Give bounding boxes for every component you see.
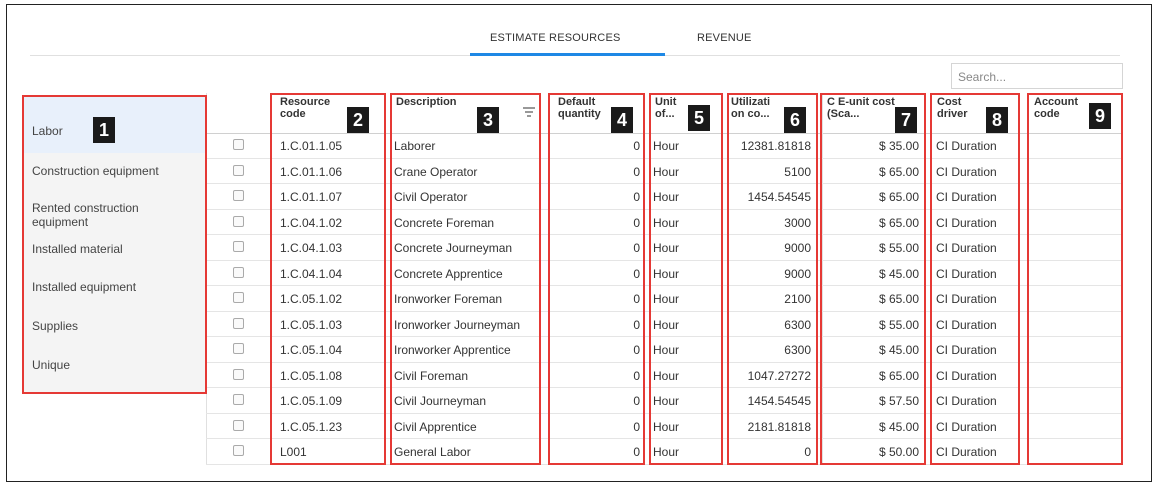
cell-utilization: 9000 [784, 266, 811, 281]
cell-description: Civil Journeyman [394, 394, 487, 408]
cell-ce-unit-cost: $ 65.00 [878, 190, 919, 204]
cell-cost-driver: CI Duration [936, 241, 997, 255]
table-row[interactable] [206, 210, 1123, 236]
table-row[interactable] [206, 133, 1123, 159]
cell-unit: Hour [653, 215, 680, 230]
cell-default-quantity: 0 [633, 292, 640, 306]
sidebar-item-unique[interactable]: Unique [32, 358, 71, 372]
cell-ce-unit-cost: $ 55.00 [878, 317, 919, 332]
cell-resource-code: 1.C.01.1.07 [280, 190, 343, 204]
cell-description: Civil Operator [394, 190, 468, 204]
column-header-cost-driver[interactable]: Cost driver [937, 96, 968, 120]
cell-cost-driver: CI Duration [936, 394, 997, 408]
cell-unit: Hour [653, 368, 680, 383]
cell-ce-unit-cost: $ 65.00 [878, 368, 919, 383]
cell-description: General Labor [394, 445, 471, 459]
table-row[interactable] [206, 159, 1123, 185]
row-checkbox[interactable] [233, 267, 244, 278]
cell-default-quantity: 0 [633, 394, 640, 408]
cell-ce-unit-cost: $ 45.00 [878, 343, 919, 357]
callout-badge-1: 1 [93, 117, 115, 143]
table-row[interactable] [206, 388, 1123, 414]
cell-unit: Hour [653, 445, 680, 459]
cell-resource-code: 1.C.01.1.05 [280, 139, 343, 153]
cell-ce-unit-cost: $ 55.00 [878, 241, 919, 255]
table-row[interactable] [206, 235, 1123, 261]
cell-unit: Hour [653, 317, 680, 332]
row-checkbox[interactable] [233, 139, 244, 150]
cell-cost-driver: CI Duration [936, 190, 997, 204]
cell-ce-unit-cost: $ 65.00 [878, 215, 919, 230]
cell-unit: Hour [653, 164, 680, 179]
cell-default-quantity: 0 [633, 266, 640, 281]
cell-unit: Hour [653, 394, 680, 408]
table-row[interactable] [206, 337, 1123, 363]
cell-utilization: 9000 [784, 241, 811, 255]
cell-resource-code: 1.C.01.1.06 [280, 164, 343, 179]
row-checkbox[interactable] [233, 343, 244, 354]
callout-badge-7: 7 [895, 107, 917, 133]
cell-cost-driver: CI Duration [936, 266, 997, 281]
cell-resource-code: 1.C.04.1.02 [280, 215, 343, 230]
cell-ce-unit-cost: $ 45.00 [878, 419, 919, 434]
cell-utilization: 2181.81818 [747, 419, 811, 434]
cell-cost-driver: CI Duration [936, 368, 997, 383]
cell-ce-unit-cost: $ 57.50 [878, 394, 919, 408]
column-header-account-code[interactable]: Account code [1034, 96, 1078, 120]
cell-utilization: 1454.54545 [747, 190, 811, 204]
cell-utilization: 3000 [784, 215, 811, 230]
cell-description: Ironworker Journeyman [394, 317, 521, 332]
cell-ce-unit-cost: $ 45.00 [878, 266, 919, 281]
cell-default-quantity: 0 [633, 241, 640, 255]
table-row[interactable] [206, 312, 1123, 338]
row-checkbox[interactable] [233, 190, 244, 201]
cell-utilization: 6300 [784, 343, 811, 357]
column-header-description[interactable]: Description [396, 96, 457, 108]
cell-utilization: 1047.27272 [747, 368, 811, 383]
search-input[interactable]: Search... [951, 63, 1123, 89]
cell-utilization: 0 [804, 445, 811, 459]
table-row[interactable] [206, 414, 1123, 440]
cell-unit: Hour [653, 139, 680, 153]
cell-description: Crane Operator [394, 164, 478, 179]
cell-cost-driver: CI Duration [936, 445, 997, 459]
column-header-unit[interactable]: Unit of... [655, 96, 677, 120]
callout-badge-5: 5 [688, 105, 710, 131]
sidebar-item-rented-construction-equipment[interactable]: Rented construction equipment [32, 201, 139, 229]
cell-cost-driver: CI Duration [936, 292, 997, 306]
sidebar-item-installed-material[interactable]: Installed material [32, 242, 123, 256]
cell-resource-code: 1.C.05.1.02 [280, 292, 343, 306]
cell-default-quantity: 0 [633, 368, 640, 383]
sidebar-item-installed-equipment[interactable]: Installed equipment [32, 280, 137, 294]
cell-utilization: 1454.54545 [747, 394, 811, 408]
cell-unit: Hour [653, 419, 680, 434]
row-checkbox[interactable] [233, 318, 244, 329]
column-header-ce-unit-cost[interactable]: C E-unit cost (Sca... [827, 96, 895, 120]
cell-cost-driver: CI Duration [936, 419, 997, 434]
cell-description: Concrete Apprentice [394, 266, 503, 281]
cell-resource-code: 1.C.05.1.04 [280, 343, 343, 357]
cell-cost-driver: CI Duration [936, 343, 997, 357]
sidebar-item-supplies[interactable]: Supplies [32, 319, 79, 333]
tab-bar [30, 28, 1120, 56]
cell-default-quantity: 0 [633, 139, 640, 153]
column-header-default-quantity[interactable]: Default quantity [558, 96, 601, 120]
callout-badge-6: 6 [784, 107, 806, 133]
cell-description: Laborer [394, 139, 436, 153]
cell-utilization: 6300 [784, 317, 811, 332]
table-row[interactable] [206, 439, 1123, 465]
table-row[interactable] [206, 184, 1123, 210]
table-row[interactable] [206, 261, 1123, 287]
cell-default-quantity: 0 [633, 190, 640, 204]
cell-unit: Hour [653, 266, 680, 281]
cell-cost-driver: CI Duration [936, 139, 997, 153]
cell-ce-unit-cost: $ 35.00 [878, 139, 919, 153]
cell-default-quantity: 0 [633, 317, 640, 332]
row-checkbox[interactable] [233, 369, 244, 380]
column-header-utilization[interactable]: Utilizati on co... [731, 96, 771, 120]
row-checkbox[interactable] [233, 394, 244, 405]
cell-ce-unit-cost: $ 50.00 [878, 445, 919, 459]
cell-unit: Hour [653, 241, 680, 255]
cell-description: Civil Foreman [394, 368, 469, 383]
tab-estimate-resources[interactable]: ESTIMATE RESOURCES [490, 32, 621, 44]
cell-resource-code: 1.C.05.1.03 [280, 317, 343, 332]
cell-resource-code: L001 [280, 445, 307, 459]
cell-cost-driver: CI Duration [936, 317, 997, 332]
cell-resource-code: 1.C.05.1.23 [280, 419, 343, 434]
sidebar-item-construction-equipment[interactable]: Construction equipment [32, 164, 159, 178]
cell-resource-code: 1.C.05.1.09 [280, 394, 343, 408]
cell-resource-code: 1.C.04.1.03 [280, 241, 343, 255]
cell-utilization: 12381.81818 [740, 139, 811, 153]
row-checkbox[interactable] [233, 420, 244, 431]
cell-description: Ironworker Foreman [394, 292, 503, 306]
sidebar-item-labor[interactable]: Labor [22, 97, 206, 153]
cell-default-quantity: 0 [633, 164, 640, 179]
cell-ce-unit-cost: $ 65.00 [878, 164, 919, 179]
cell-cost-driver: CI Duration [936, 215, 997, 230]
table-row[interactable] [206, 363, 1123, 389]
cell-unit: Hour [653, 343, 680, 357]
callout-badge-9: 9 [1089, 103, 1111, 129]
callout-badge-8: 8 [986, 107, 1008, 133]
cell-unit: Hour [653, 190, 680, 204]
callout-badge-4: 4 [611, 107, 633, 133]
cell-description: Concrete Foreman [394, 215, 495, 230]
cell-default-quantity: 0 [633, 343, 640, 357]
cell-description: Civil Apprentice [394, 419, 477, 434]
cell-description: Concrete Journeyman [394, 241, 513, 255]
active-tab-indicator [470, 53, 665, 56]
callout-badge-3: 3 [477, 107, 499, 133]
cell-utilization: 2100 [784, 292, 811, 306]
cell-resource-code: 1.C.04.1.04 [280, 266, 343, 281]
row-checkbox[interactable] [233, 292, 244, 303]
cell-resource-code: 1.C.05.1.08 [280, 368, 343, 383]
cell-default-quantity: 0 [633, 419, 640, 434]
row-checkbox[interactable] [233, 216, 244, 227]
cell-ce-unit-cost: $ 65.00 [878, 292, 919, 306]
column-header-resource-code[interactable]: Resource code [280, 96, 331, 120]
row-checkbox[interactable] [233, 445, 244, 456]
row-checkbox[interactable] [233, 241, 244, 252]
cell-description: Ironworker Apprentice [394, 343, 511, 357]
table-row[interactable] [206, 286, 1123, 312]
cell-default-quantity: 0 [633, 215, 640, 230]
cell-unit: Hour [653, 292, 680, 306]
callout-badge-2: 2 [347, 107, 369, 133]
cell-cost-driver: CI Duration [936, 164, 997, 179]
cell-default-quantity: 0 [633, 445, 640, 459]
tab-revenue[interactable]: REVENUE [697, 32, 752, 44]
filter-icon[interactable] [523, 107, 535, 117]
cell-utilization: 5100 [784, 164, 811, 179]
row-checkbox[interactable] [233, 165, 244, 176]
